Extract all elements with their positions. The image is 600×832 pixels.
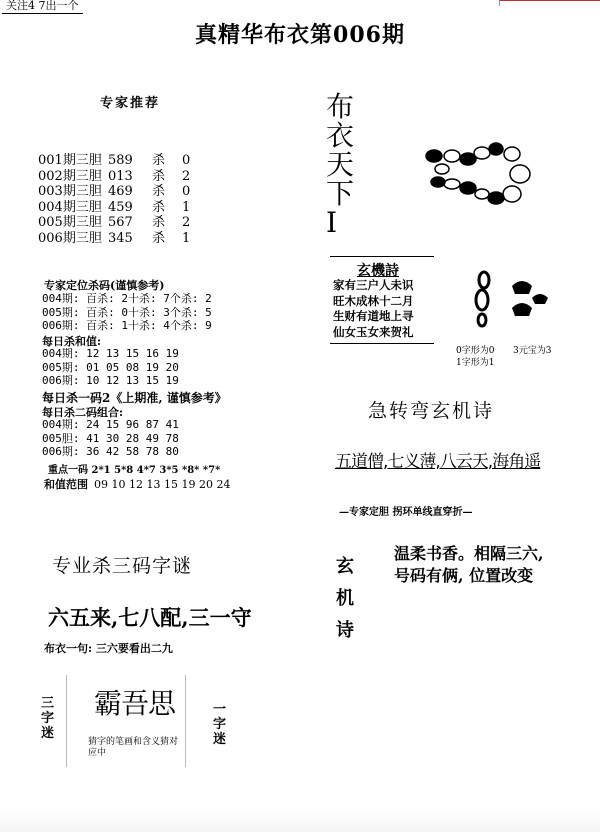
jizhuan-title: 急转弯玄机诗 bbox=[368, 400, 495, 422]
kill3-answer: 六五来,七八配,三一守 bbox=[48, 605, 252, 630]
riddle-right-label: 一字迷 bbox=[213, 702, 227, 747]
period-digits: 567 bbox=[108, 215, 133, 230]
period-kill-label: 杀 bbox=[152, 230, 166, 246]
hezhi-range bbox=[44, 476, 230, 492]
erma-row: 004期: 24 15 96 87 41 bbox=[42, 418, 179, 431]
period-row bbox=[38, 231, 190, 247]
erma-row: 006期: 36 42 58 78 80 bbox=[42, 445, 179, 458]
xuanji-vertical: 玄机诗 bbox=[336, 556, 354, 641]
wenrou-line: 号码有俩, 位置改变 bbox=[394, 566, 534, 585]
period-row bbox=[38, 184, 190, 200]
period-digits: 345 bbox=[108, 230, 133, 246]
period-label: 005期三胆 bbox=[38, 215, 102, 230]
dingwei-row: 006期: 百杀: 1十杀: 4个杀: 9 bbox=[42, 319, 212, 332]
period-label: 002期三胆 bbox=[38, 168, 102, 184]
dingwei-row: 005期: 百杀: 0十杀: 3个杀: 5 bbox=[42, 305, 212, 319]
period-label: 001期三胆 bbox=[38, 153, 102, 168]
hezhi-row: 005期: 01 05 08 19 20 bbox=[42, 360, 179, 374]
page-title: 真精华布衣第006期 bbox=[195, 22, 405, 48]
poem-line: 仙女玉女来贺礼 bbox=[333, 324, 414, 339]
hezhi-values: 09 10 12 13 15 19 20 24 bbox=[94, 478, 231, 491]
period-kill-num: 1 bbox=[182, 230, 191, 246]
period-row bbox=[38, 169, 190, 185]
corner-divider bbox=[499, 0, 600, 6]
period-kill-num: 0 bbox=[182, 184, 191, 199]
period-kill-num: 1 bbox=[182, 199, 191, 215]
poem-line: 家有三户人未识 bbox=[333, 278, 414, 292]
hezhi-row: 006期: 10 12 13 15 19 bbox=[42, 374, 179, 387]
recommend-title: 专家推荐 bbox=[100, 96, 161, 111]
period-list bbox=[38, 153, 190, 246]
erma-row: 005胆: 41 30 28 49 78 bbox=[42, 431, 179, 445]
period-digits: 013 bbox=[108, 168, 133, 184]
buyi-line: 布衣一句: 三六要看出二九 bbox=[44, 642, 173, 655]
poem-line: 生财有道地上寻 bbox=[333, 309, 414, 323]
period-digits: 589 bbox=[108, 153, 133, 168]
yima-title: 每日杀一码2《上期准, 谨慎参考》 bbox=[42, 391, 227, 405]
period-label: 003期三胆 bbox=[38, 184, 102, 199]
period-row bbox=[38, 215, 190, 231]
bottom-fade bbox=[0, 810, 600, 832]
period-kill-label: 杀 bbox=[152, 215, 166, 230]
period-kill-label: 杀 bbox=[152, 184, 166, 199]
eight-caption-1: 0字形为0 bbox=[456, 346, 495, 356]
period-kill-num: 2 bbox=[182, 215, 191, 230]
daily-hezhi-rows bbox=[42, 347, 179, 388]
eight-ingot-illustration bbox=[470, 268, 560, 343]
period-row bbox=[38, 200, 190, 216]
wenrou-line: 温柔书香。相隔三六, bbox=[394, 544, 544, 563]
poem-title: 玄機詩 bbox=[357, 263, 399, 279]
period-kill-label: 杀 bbox=[152, 153, 166, 168]
erma-title: 每日杀二码组合: bbox=[42, 406, 124, 419]
poem-line: 旺木成林十二月 bbox=[333, 293, 414, 308]
hezhi-row: 004期: 12 13 15 16 19 bbox=[42, 347, 179, 360]
daily-hezhi-title: 每日杀和值: bbox=[42, 335, 102, 348]
period-row bbox=[38, 153, 190, 169]
period-digits: 469 bbox=[108, 184, 133, 199]
period-label: 006期三胆 bbox=[38, 230, 102, 246]
dingwei-row: 004期: 百杀: 2十杀: 7个杀: 2 bbox=[42, 292, 212, 305]
kill3-title: 专业杀三码字谜 bbox=[52, 555, 193, 577]
zhongdian-line: 重点一码 2*1 5*8 4*7 3*5 *8* *7* bbox=[48, 465, 221, 476]
riddle-hint: 猜字的笔画和含义猜对应中 bbox=[88, 737, 179, 758]
dingwei-title: 专家定位杀码(谨慎参考) bbox=[44, 279, 165, 292]
poem-lines bbox=[333, 278, 414, 340]
period-kill-label: 杀 bbox=[152, 199, 166, 215]
riddle-left-label: 三字迷 bbox=[41, 696, 55, 741]
coin-chain-illustration bbox=[412, 140, 538, 208]
wudao-line: 五道僧,七义薄,八云天,海角遥 bbox=[335, 452, 541, 472]
period-label: 004期三胆 bbox=[38, 199, 102, 215]
period-kill-num: 2 bbox=[182, 168, 191, 184]
zhuanjia-line: —专家定胆 拐环单线直穿折— bbox=[339, 507, 473, 518]
period-kill-num: 0 bbox=[182, 153, 191, 168]
wenrou-lines bbox=[394, 543, 544, 587]
erma-rows bbox=[42, 418, 179, 459]
riddle-main: 霸吾思 bbox=[94, 687, 176, 720]
buyi-tianxia: 布衣天下I bbox=[326, 90, 355, 239]
eight-caption-3: 1字形为1 bbox=[456, 358, 495, 368]
period-kill-label: 杀 bbox=[152, 168, 166, 184]
period-digits: 459 bbox=[108, 199, 133, 215]
corner-note: 关注4 7出一个 bbox=[2, 0, 83, 14]
eight-caption-2: 3元宝为3 bbox=[513, 346, 552, 356]
hezhi-label: 和值范围 bbox=[44, 478, 88, 491]
dingwei-rows bbox=[42, 292, 212, 333]
